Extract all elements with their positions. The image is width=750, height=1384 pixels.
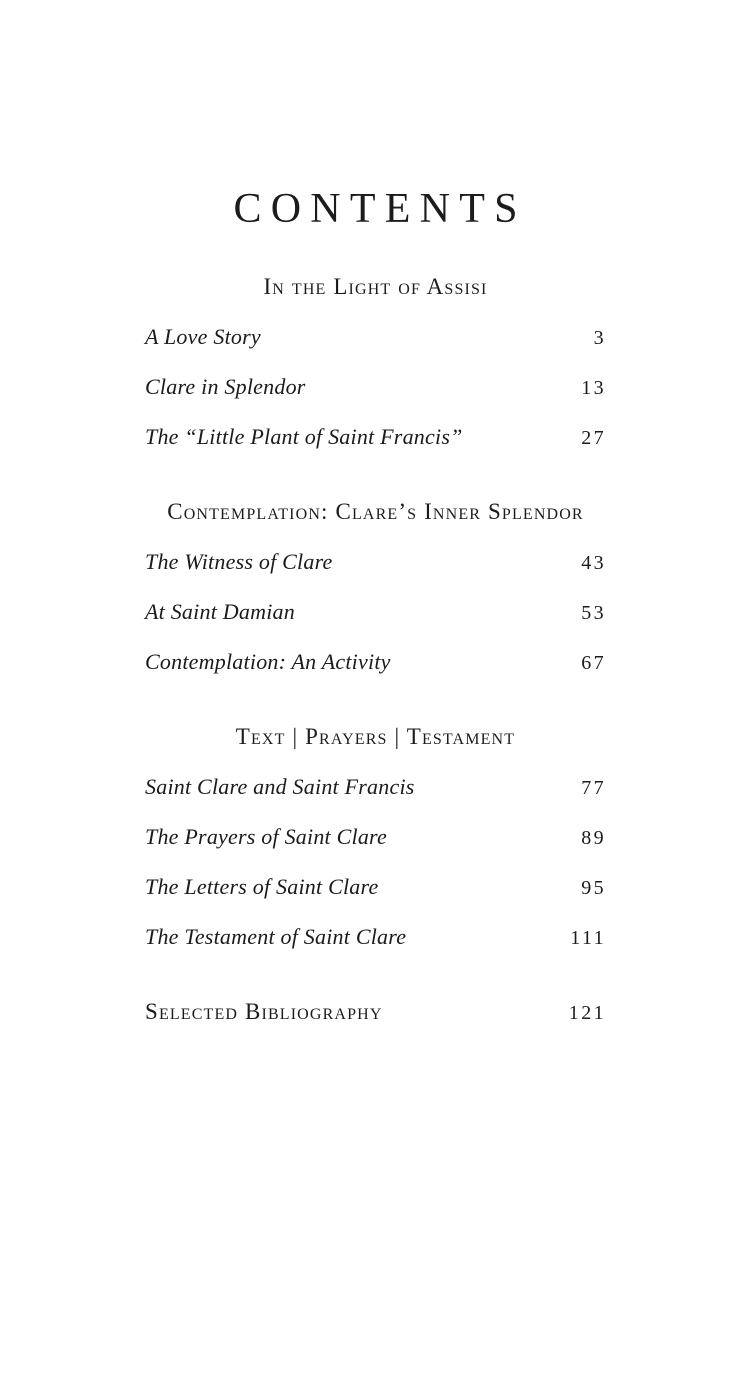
entry-page-number: 3 bbox=[593, 327, 606, 350]
toc-entry bbox=[145, 537, 606, 587]
entry-title: A Love Story bbox=[145, 324, 261, 350]
section-heading: Contemplation: Clare’s Inner Splendor bbox=[167, 499, 584, 525]
bibliography-title: Selected Bibliography bbox=[145, 999, 383, 1025]
entry-title: The Testament of Saint Clare bbox=[145, 924, 407, 950]
section-text-prayers-testament bbox=[145, 712, 606, 962]
toc-entry bbox=[145, 312, 606, 362]
entry-title: The Letters of Saint Clare bbox=[145, 874, 379, 900]
entry-page-number: 27 bbox=[581, 427, 606, 450]
entry-title: The Witness of Clare bbox=[145, 549, 333, 575]
toc-entry-bibliography bbox=[145, 987, 606, 1037]
contents-page bbox=[0, 184, 750, 1384]
entry-page-number: 43 bbox=[581, 552, 606, 575]
toc-entry bbox=[145, 862, 606, 912]
section-heading: In the Light of Assisi bbox=[263, 274, 488, 300]
entry-title: At Saint Damian bbox=[145, 599, 295, 625]
entry-title: The Prayers of Saint Clare bbox=[145, 824, 388, 850]
entry-title: Contemplation: An Activity bbox=[145, 649, 391, 675]
entry-page-number: 89 bbox=[581, 827, 606, 850]
section-in-the-light-of-assisi bbox=[145, 262, 606, 462]
entry-page-number: 77 bbox=[581, 777, 606, 800]
toc-entry bbox=[145, 587, 606, 637]
entry-page-number: 67 bbox=[581, 652, 606, 675]
entry-title: The “Little Plant of Saint Francis” bbox=[145, 424, 463, 450]
entry-page-number: 111 bbox=[570, 927, 606, 950]
entry-title: Saint Clare and Saint Francis bbox=[145, 774, 415, 800]
entry-page-number: 13 bbox=[581, 377, 606, 400]
toc-entry bbox=[145, 762, 606, 812]
toc-entry bbox=[145, 912, 606, 962]
entry-page-number: 53 bbox=[581, 602, 606, 625]
entry-page-number: 95 bbox=[581, 877, 606, 900]
toc-entry bbox=[145, 362, 606, 412]
section-heading: Text | Prayers | Testament bbox=[235, 724, 516, 750]
page-title: CONTENTS bbox=[233, 186, 527, 232]
toc-entry bbox=[145, 412, 606, 462]
entry-page-number: 121 bbox=[568, 1002, 606, 1025]
toc-entry bbox=[145, 812, 606, 862]
toc-entry bbox=[145, 637, 606, 687]
section-contemplation bbox=[145, 487, 606, 687]
entry-title: Clare in Splendor bbox=[145, 374, 306, 400]
